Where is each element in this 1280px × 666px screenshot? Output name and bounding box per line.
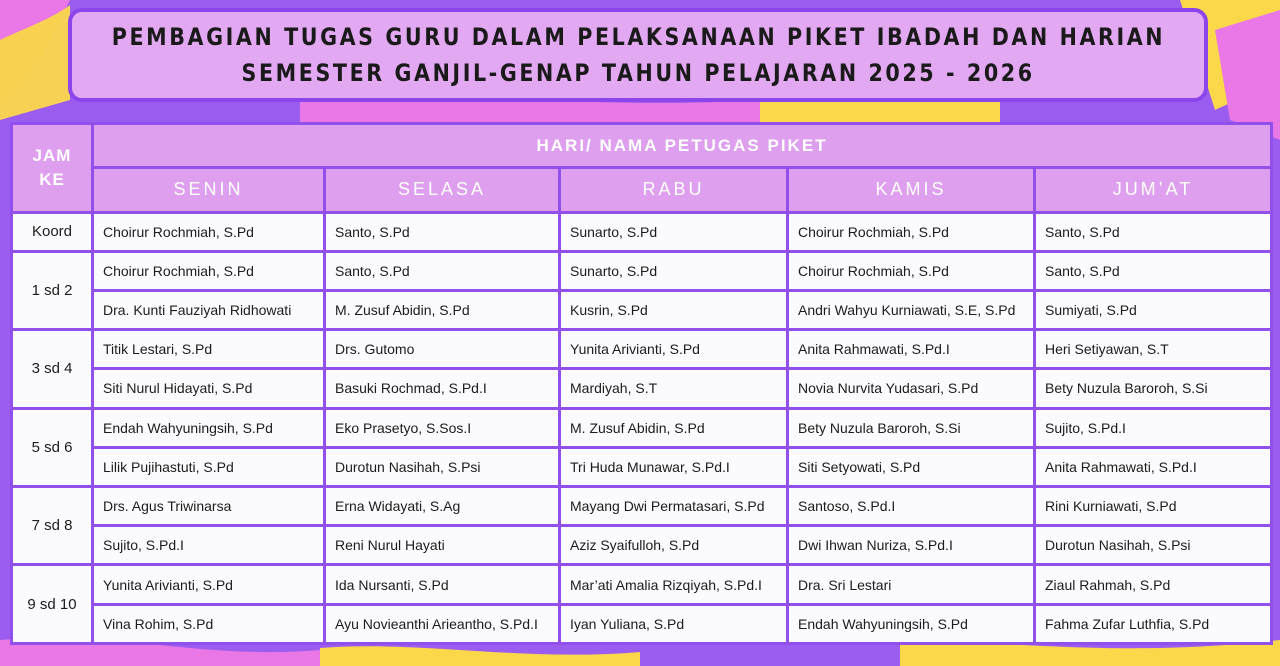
teacher-cell-jumat: Santo, S.Pd — [1035, 251, 1272, 290]
teacher-cell-rabu: Kusrin, S.Pd — [560, 290, 788, 329]
teacher-cell-senin: Dra. Kunti Fauziyah Ridhowati — [93, 290, 325, 329]
teacher-cell-rabu: Iyan Yuliana, S.Pd — [560, 604, 788, 643]
jam-ke-cell: 3 sd 4 — [12, 330, 93, 408]
table-row — [12, 487, 1272, 526]
teacher-cell-selasa: Drs. Gutomo — [325, 330, 560, 369]
teacher-cell-kamis: Andri Wahyu Kurniawati, S.E, S.Pd — [788, 290, 1035, 329]
teacher-cell-kamis: Dwi Ihwan Nuriza, S.Pd.I — [788, 526, 1035, 565]
table-row — [12, 565, 1272, 604]
duty-schedule-table — [10, 122, 1273, 645]
teacher-cell-senin: Choirur Rochmiah, S.Pd — [93, 251, 325, 290]
teacher-cell-selasa: Erna Widayati, S.Ag — [325, 487, 560, 526]
teacher-cell-selasa: M. Zusuf Abidin, S.Pd — [325, 290, 560, 329]
teacher-cell-selasa: Reni Nurul Hayati — [325, 526, 560, 565]
day-header-selasa: SELASA — [325, 168, 560, 212]
jam-ke-cell: 5 sd 6 — [12, 408, 93, 486]
teacher-cell-senin: Drs. Agus Triwinarsa — [93, 487, 325, 526]
table-row — [12, 369, 1272, 408]
teacher-cell-jumat: Sumiyati, S.Pd — [1035, 290, 1272, 329]
title-line-1: PEMBAGIAN TUGAS GURU DALAM PELAKSANAAN PIKET IBADAH DAN HARIAN — [111, 23, 1165, 51]
teacher-cell-senin: Siti Nurul Hidayati, S.Pd — [93, 369, 325, 408]
teacher-cell-senin: Lilik Pujihastuti, S.Pd — [93, 447, 325, 486]
teacher-cell-senin: Endah Wahyuningsih, S.Pd — [93, 408, 325, 447]
teacher-cell-kamis: Choirur Rochmiah, S.Pd — [788, 212, 1035, 251]
jam-ke-cell: 1 sd 2 — [12, 251, 93, 329]
main-header: HARI/ NAMA PETUGAS PIKET — [93, 124, 1272, 168]
day-header-rabu: RABU — [560, 168, 788, 212]
teacher-cell-senin: Vina Rohim, S.Pd — [93, 604, 325, 643]
teacher-cell-kamis: Choirur Rochmiah, S.Pd — [788, 251, 1035, 290]
teacher-cell-rabu: Aziz Syaifulloh, S.Pd — [560, 526, 788, 565]
table-row — [12, 408, 1272, 447]
teacher-cell-rabu: M. Zusuf Abidin, S.Pd — [560, 408, 788, 447]
teacher-cell-kamis: Siti Setyowati, S.Pd — [788, 447, 1035, 486]
teacher-cell-selasa: Santo, S.Pd — [325, 212, 560, 251]
teacher-cell-jumat: Durotun Nasihah, S.Psi — [1035, 526, 1272, 565]
teacher-cell-rabu: Sunarto, S.Pd — [560, 251, 788, 290]
teacher-cell-senin: Choirur Rochmiah, S.Pd — [93, 212, 325, 251]
teacher-cell-selasa: Ayu Novieanthi Arieantho, S.Pd.I — [325, 604, 560, 643]
jam-ke-cell: Koord — [12, 212, 93, 251]
teacher-cell-rabu: Mar’ati Amalia Rizqiyah, S.Pd.I — [560, 565, 788, 604]
teacher-cell-senin: Yunita Arivianti, S.Pd — [93, 565, 325, 604]
table-row — [12, 330, 1272, 369]
teacher-cell-rabu: Mayang Dwi Permatasari, S.Pd — [560, 487, 788, 526]
day-header-kamis: KAMIS — [788, 168, 1035, 212]
title-banner — [68, 8, 1208, 102]
teacher-cell-senin: Sujito, S.Pd.I — [93, 526, 325, 565]
teacher-cell-jumat: Bety Nuzula Baroroh, S.Si — [1035, 369, 1272, 408]
teacher-cell-senin: Titik Lestari, S.Pd — [93, 330, 325, 369]
jam-ke-cell: 9 sd 10 — [12, 565, 93, 644]
table-row — [12, 251, 1272, 290]
teacher-cell-selasa: Eko Prasetyo, S.Sos.I — [325, 408, 560, 447]
teacher-cell-rabu: Yunita Arivianti, S.Pd — [560, 330, 788, 369]
teacher-cell-selasa: Basuki Rochmad, S.Pd.I — [325, 369, 560, 408]
table-row — [12, 526, 1272, 565]
day-header-jumat: JUM’AT — [1035, 168, 1272, 212]
table-row — [12, 290, 1272, 329]
teacher-cell-jumat: Santo, S.Pd — [1035, 212, 1272, 251]
title-line-2: SEMESTER GANJIL-GENAP TAHUN PELAJARAN 2025 - 2026 — [241, 59, 1035, 87]
teacher-cell-jumat: Fahma Zufar Luthfia, S.Pd — [1035, 604, 1272, 643]
teacher-cell-kamis: Novia Nurvita Yudasari, S.Pd — [788, 369, 1035, 408]
teacher-cell-selasa: Ida Nursanti, S.Pd — [325, 565, 560, 604]
teacher-cell-rabu: Mardiyah, S.T — [560, 369, 788, 408]
teacher-cell-rabu: Tri Huda Munawar, S.Pd.I — [560, 447, 788, 486]
teacher-cell-jumat: Heri Setiyawan, S.T — [1035, 330, 1272, 369]
teacher-cell-kamis: Bety Nuzula Baroroh, S.Si — [788, 408, 1035, 447]
teacher-cell-kamis: Dra. Sri Lestari — [788, 565, 1035, 604]
teacher-cell-kamis: Anita Rahmawati, S.Pd.I — [788, 330, 1035, 369]
jam-ke-cell: 7 sd 8 — [12, 487, 93, 565]
jam-ke-label: JAM KE — [32, 145, 72, 189]
table-row — [12, 212, 1272, 251]
teacher-cell-kamis: Endah Wahyuningsih, S.Pd — [788, 604, 1035, 643]
teacher-cell-selasa: Durotun Nasihah, S.Psi — [325, 447, 560, 486]
teacher-cell-rabu: Sunarto, S.Pd — [560, 212, 788, 251]
teacher-cell-selasa: Santo, S.Pd — [325, 251, 560, 290]
table-row — [12, 447, 1272, 486]
teacher-cell-jumat: Rini Kurniawati, S.Pd — [1035, 487, 1272, 526]
day-header-senin: SENIN — [93, 168, 325, 212]
teacher-cell-jumat: Sujito, S.Pd.I — [1035, 408, 1272, 447]
jam-ke-header — [12, 124, 93, 213]
teacher-cell-jumat: Ziaul Rahmah, S.Pd — [1035, 565, 1272, 604]
teacher-cell-jumat: Anita Rahmawati, S.Pd.I — [1035, 447, 1272, 486]
table-row — [12, 604, 1272, 643]
teacher-cell-kamis: Santoso, S.Pd.I — [788, 487, 1035, 526]
